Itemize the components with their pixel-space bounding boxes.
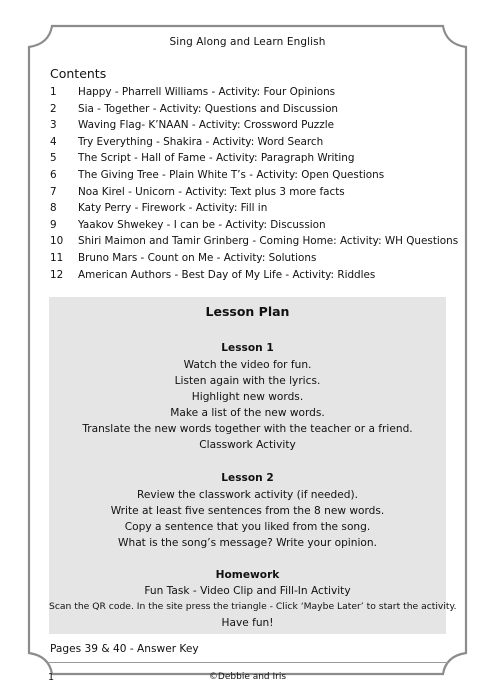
item-number: 3 <box>50 119 57 132</box>
lesson-plan-box <box>49 297 457 634</box>
lesson1-step: Translate the new words together with the teacher or a friend. <box>82 423 413 435</box>
item-text: American Authors - Best Day of My Life - Activity: Riddles <box>78 268 376 281</box>
item-text: Bruno Mars - Count on Me - Activity: Solutions <box>78 251 317 264</box>
copyright: ©Debbie and Iris <box>208 672 287 682</box>
lesson1-step: Classwork Activity <box>199 439 296 451</box>
item-number: 1 <box>50 86 57 98</box>
lesson1-step: Watch the video for fun. <box>183 359 312 371</box>
item-number: 8 <box>50 202 57 215</box>
lesson2-step: What is the song’s message? Write your opinion. <box>118 537 377 549</box>
lesson-plan-title: Lesson Plan <box>205 304 290 319</box>
item-text: Try Everything - Shakira - Activity: Word Search <box>78 135 324 148</box>
list-item <box>50 167 458 184</box>
homework-task: Fun Task - Video Clip and Fill-In Activity <box>144 585 351 597</box>
item-text: Katy Perry - Firework - Activity: Fill in <box>78 202 268 215</box>
contents-title: Contents <box>50 66 107 81</box>
item-text: Happy - Pharrell Williams - Activity: Four Opinions <box>78 86 336 98</box>
homework-instructions: Scan the QR code. In the site press the triangle - Click ‘Maybe Later’ to start the activity. <box>49 601 457 612</box>
lesson1-step: Listen again with the lyrics. <box>174 375 321 387</box>
answer-key-note: Pages 39 & 40 - Answer Key <box>50 643 199 655</box>
item-number: 5 <box>50 152 57 165</box>
lesson1-step: Make a list of the new words. <box>170 407 325 419</box>
list-item <box>50 250 458 267</box>
homework-closing: Have fun! <box>221 617 274 629</box>
item-text: Yaakov Shwekey - I can be - Activity: Discussion <box>78 218 326 231</box>
item-text: Waving Flag- K’NAAN - Activity: Crossword Puzzle <box>78 119 334 132</box>
list-item <box>50 233 458 250</box>
item-number: 2 <box>50 102 57 115</box>
lesson2-heading: Lesson 2 <box>221 472 274 484</box>
item-number: 10 <box>50 235 64 248</box>
item-number: 9 <box>50 218 57 231</box>
lesson1-heading: Lesson 1 <box>221 342 274 354</box>
item-text: The Script - Hall of Fame - Activity: Paragraph Writing <box>78 152 355 165</box>
item-number: 7 <box>50 185 57 198</box>
list-item <box>50 84 458 101</box>
item-text: Noa Kirel - Unicorn - Activity: Text plus 3 more facts <box>78 185 345 198</box>
list-item <box>50 217 458 234</box>
item-number: 4 <box>50 135 57 148</box>
item-text: Sia - Together - Activity: Questions and Discussion <box>78 102 339 115</box>
item-number: 11 <box>50 251 64 264</box>
list-item <box>50 134 458 151</box>
list-item <box>50 150 458 167</box>
lesson2-step: Review the classwork activity (if needed). <box>136 489 359 501</box>
footer-divider <box>48 662 448 663</box>
item-text: The Giving Tree - Plain White T’s - Activity: Open Questions <box>78 168 385 181</box>
header-title: Sing Along and Learn English <box>169 36 326 48</box>
list-item <box>50 101 458 118</box>
list-item <box>50 267 458 284</box>
item-number: 6 <box>50 168 57 181</box>
list-item <box>50 200 458 217</box>
homework-heading: Homework <box>215 569 280 581</box>
item-number: 12 <box>50 268 64 281</box>
list-item <box>50 117 458 134</box>
contents-list <box>50 84 458 283</box>
lesson2-step: Write at least five sentences from the 8 new words. <box>110 505 385 517</box>
item-text: Shiri Maimon and Tamir Grinberg - Coming Home: Activity: WH Questions <box>78 235 459 248</box>
lesson1-step: Highlight new words. <box>191 391 304 403</box>
page-number: 1 <box>48 672 55 683</box>
lesson2-step: Copy a sentence that you liked from the song. <box>124 521 371 533</box>
list-item <box>50 184 458 201</box>
